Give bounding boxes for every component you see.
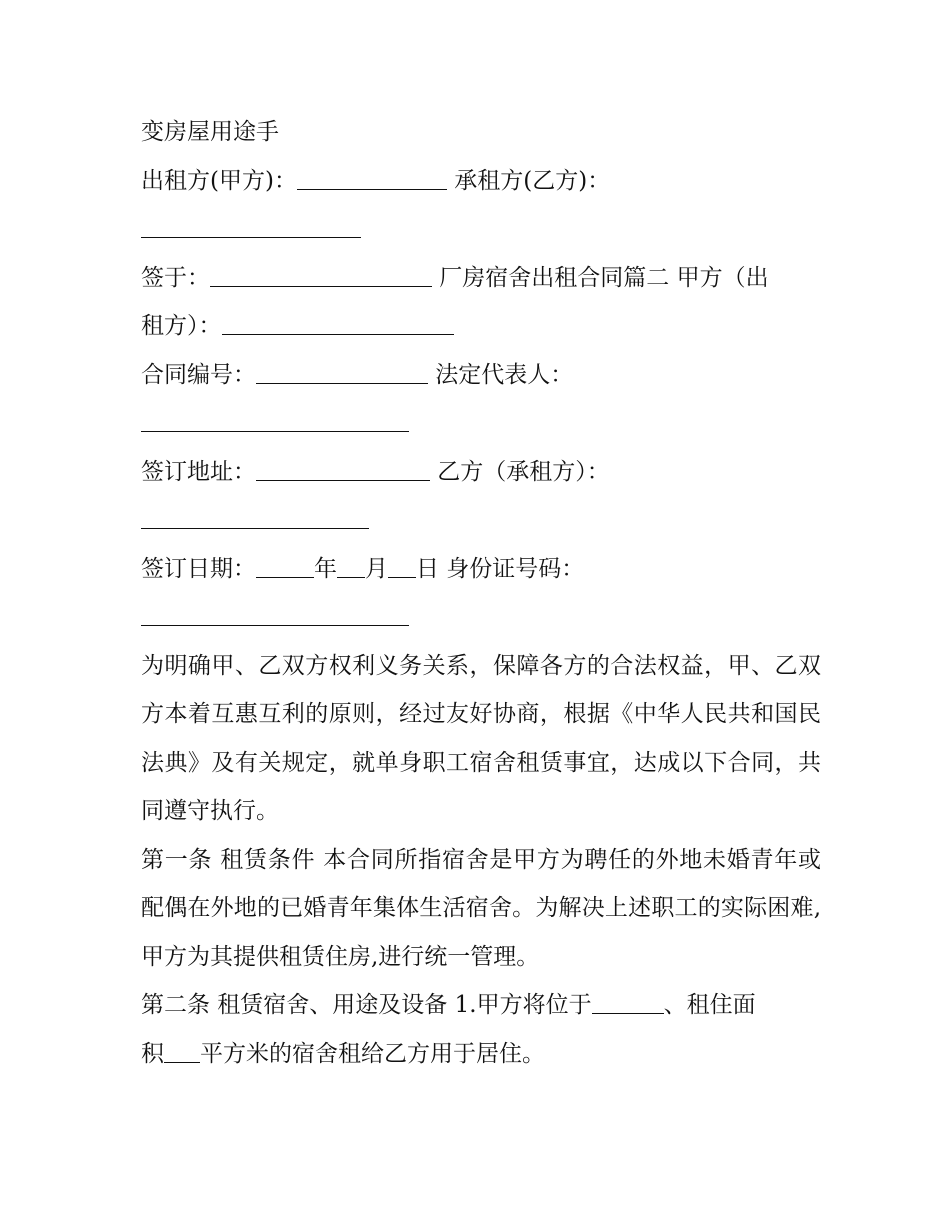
doc-line (141, 108, 821, 157)
contract-no-label: 合同编号： (141, 361, 256, 388)
party-a-label: 租方）： (141, 313, 222, 339)
id-number-label: 日 身份证号码： (416, 555, 585, 582)
lessor-blank (297, 167, 447, 190)
year-blank (256, 555, 314, 578)
doc-line (141, 448, 821, 497)
legal-rep-blank (141, 409, 409, 432)
doc-line (141, 254, 821, 303)
doc-line (141, 399, 821, 448)
id-number-blank (141, 603, 409, 626)
doc-line (141, 1030, 821, 1079)
party-b-blank (141, 506, 369, 529)
doc-line (141, 351, 821, 400)
heading-fragment: 变房屋用途手 (141, 119, 279, 145)
doc-line (141, 981, 821, 1030)
doc-line (141, 496, 821, 545)
preamble-paragraph: 为明确甲、乙双方权利义务关系，保障各方的合法权益，甲、乙双方本着互惠互利的原则，经过友好协商，根据《中华人民共和国民法典》及有关规定，就单身职工宿舍租赁事宜，达成以下合同，共同遵守执行。 (141, 652, 821, 824)
section-title: 厂房宿舍出租合同篇二 甲方（出 (432, 264, 769, 291)
doc-line (141, 545, 821, 594)
month-label: 月 (365, 555, 388, 582)
article-two-text: 第二条 租赁宿舍、用途及设备 1.甲方将位于 (141, 992, 592, 1018)
area-blank (164, 1040, 200, 1063)
area-label-cont: 积 (141, 1040, 164, 1067)
day-blank (388, 555, 416, 578)
party-b-label: 乙方（承租方）： (430, 458, 610, 485)
article-one-paragraph: 第一条 租赁条件 本合同所指宿舍是甲方为聘任的外地未婚青年或配偶在外地的已婚青年集体生活宿舍。为解决上述职工的实际困难,甲方为其提供租赁住房,进行统一管理。 (141, 846, 821, 970)
area-text: 平方米的宿舍租给乙方用于居住。 (200, 1040, 545, 1067)
location-blank (592, 991, 664, 1014)
legal-rep-label: 法定代表人： (428, 361, 574, 388)
month-blank (337, 555, 365, 578)
signed-at-blank (210, 264, 432, 287)
lessor-label: 出租方(甲方)： (141, 167, 297, 194)
doc-line (141, 302, 821, 351)
area-label: 、租住面 (663, 992, 756, 1018)
contract-no-blank (256, 361, 428, 384)
doc-line (141, 157, 821, 206)
signed-at-label: 签于： (141, 264, 210, 291)
lessee-label: 承租方(乙方)： (446, 167, 611, 194)
contract-body (141, 108, 821, 1078)
doc-line (141, 205, 821, 254)
sign-address-label: 签订地址： (141, 458, 256, 485)
sign-address-blank (256, 458, 430, 481)
sign-date-label: 签订日期： (141, 555, 256, 582)
party-a-blank (222, 312, 454, 335)
lessee-blank (141, 215, 361, 238)
year-label: 年 (314, 555, 337, 582)
doc-line (141, 593, 821, 642)
